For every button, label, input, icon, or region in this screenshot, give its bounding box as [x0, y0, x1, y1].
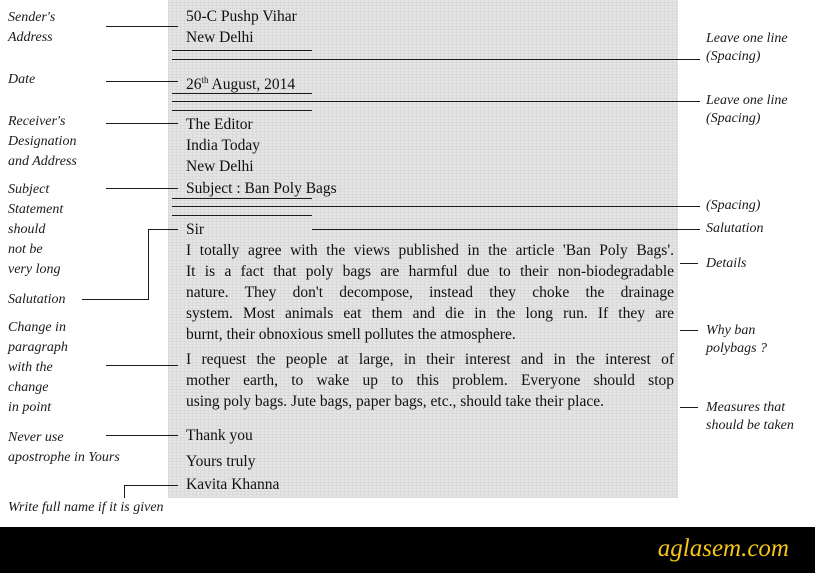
letter-date: 26th August, 2014	[186, 75, 296, 94]
label-salutation-right: Salutation	[706, 221, 764, 236]
label-full-name-note: Write full name if it is given	[8, 500, 164, 515]
receiver-address: The Editor India Today New Delhi	[186, 116, 260, 175]
pointer-line-right-why	[680, 330, 698, 331]
spacing-line	[172, 50, 312, 51]
footer-bar	[0, 527, 815, 573]
pointer-line-name-vertical	[124, 485, 125, 498]
pointer-line-salutation-vertical	[148, 229, 149, 300]
closing-thank-you: Thank you	[186, 427, 253, 444]
pointer-line-apostrophe	[106, 435, 178, 436]
spacing-line	[172, 101, 700, 102]
pointer-line-salutation-bottom	[82, 299, 149, 300]
signature-name: Kavita Khanna	[186, 476, 280, 493]
letter-salutation: Sir	[186, 221, 205, 238]
pointer-line-name	[124, 485, 178, 486]
label-details: Details	[706, 256, 747, 271]
spacing-line	[172, 206, 700, 207]
label-apostrophe-note: Never use apostrophe in Yours	[8, 430, 120, 465]
spacing-line	[172, 110, 312, 111]
sender-address: 50-C Pushp Vihar New Delhi	[186, 8, 297, 46]
pointer-line-salutation-top	[148, 229, 178, 230]
label-paragraph-note: Change in paragraph with the change in point	[8, 320, 68, 415]
spacing-line	[172, 59, 700, 60]
pointer-line-right-details	[680, 263, 698, 264]
pointer-line-subject	[106, 188, 178, 189]
label-subject-note: Subject Statement should not be very long	[8, 182, 64, 277]
pointer-line-receiver	[106, 123, 178, 124]
label-senders-address: Sender's Address	[8, 10, 56, 45]
spacing-line	[172, 215, 312, 216]
label-date: Date	[8, 72, 36, 87]
closing-yours-truly: Yours truly	[186, 453, 256, 470]
label-leave-one-line-2: Leave one line (Spacing)	[706, 93, 788, 126]
label-why-ban: Why ban polybags ?	[706, 323, 768, 356]
label-measures: Measures that should be taken	[706, 400, 794, 433]
pointer-line-sender	[106, 26, 178, 27]
label-receiver: Receiver's Designation and Address	[8, 114, 77, 169]
label-spacing: (Spacing)	[706, 198, 761, 213]
paragraph-request: I request the people at large, in their interest and in the interest of mother earth, to wake up to this problem. Everyone should stop using poly bags. Jute bags, paper bags, etc., should take their place.	[186, 351, 674, 410]
pointer-line-paragraph	[106, 365, 178, 366]
pointer-line-right-measures	[680, 407, 698, 408]
label-salutation: Salutation	[8, 292, 66, 307]
pointer-line-date	[106, 81, 178, 82]
label-leave-one-line-1: Leave one line (Spacing)	[706, 31, 788, 64]
letter-subject: Subject : Ban Poly Bags	[186, 180, 337, 197]
paragraph-details: I totally agree with the views published in the article 'Ban Poly Bags'. It is a fact that poly bags are harmful due to their non-biodegradable nature. They don't decompose, instead they choke the drainage system. Most animals eat them and die in the long run. If they are burnt, their obnoxious smell pollutes the atmosphere.	[186, 242, 674, 343]
pointer-line-right-salutation	[312, 229, 700, 230]
brand-logo-text[interactable]: aglasem.com	[657, 535, 789, 562]
